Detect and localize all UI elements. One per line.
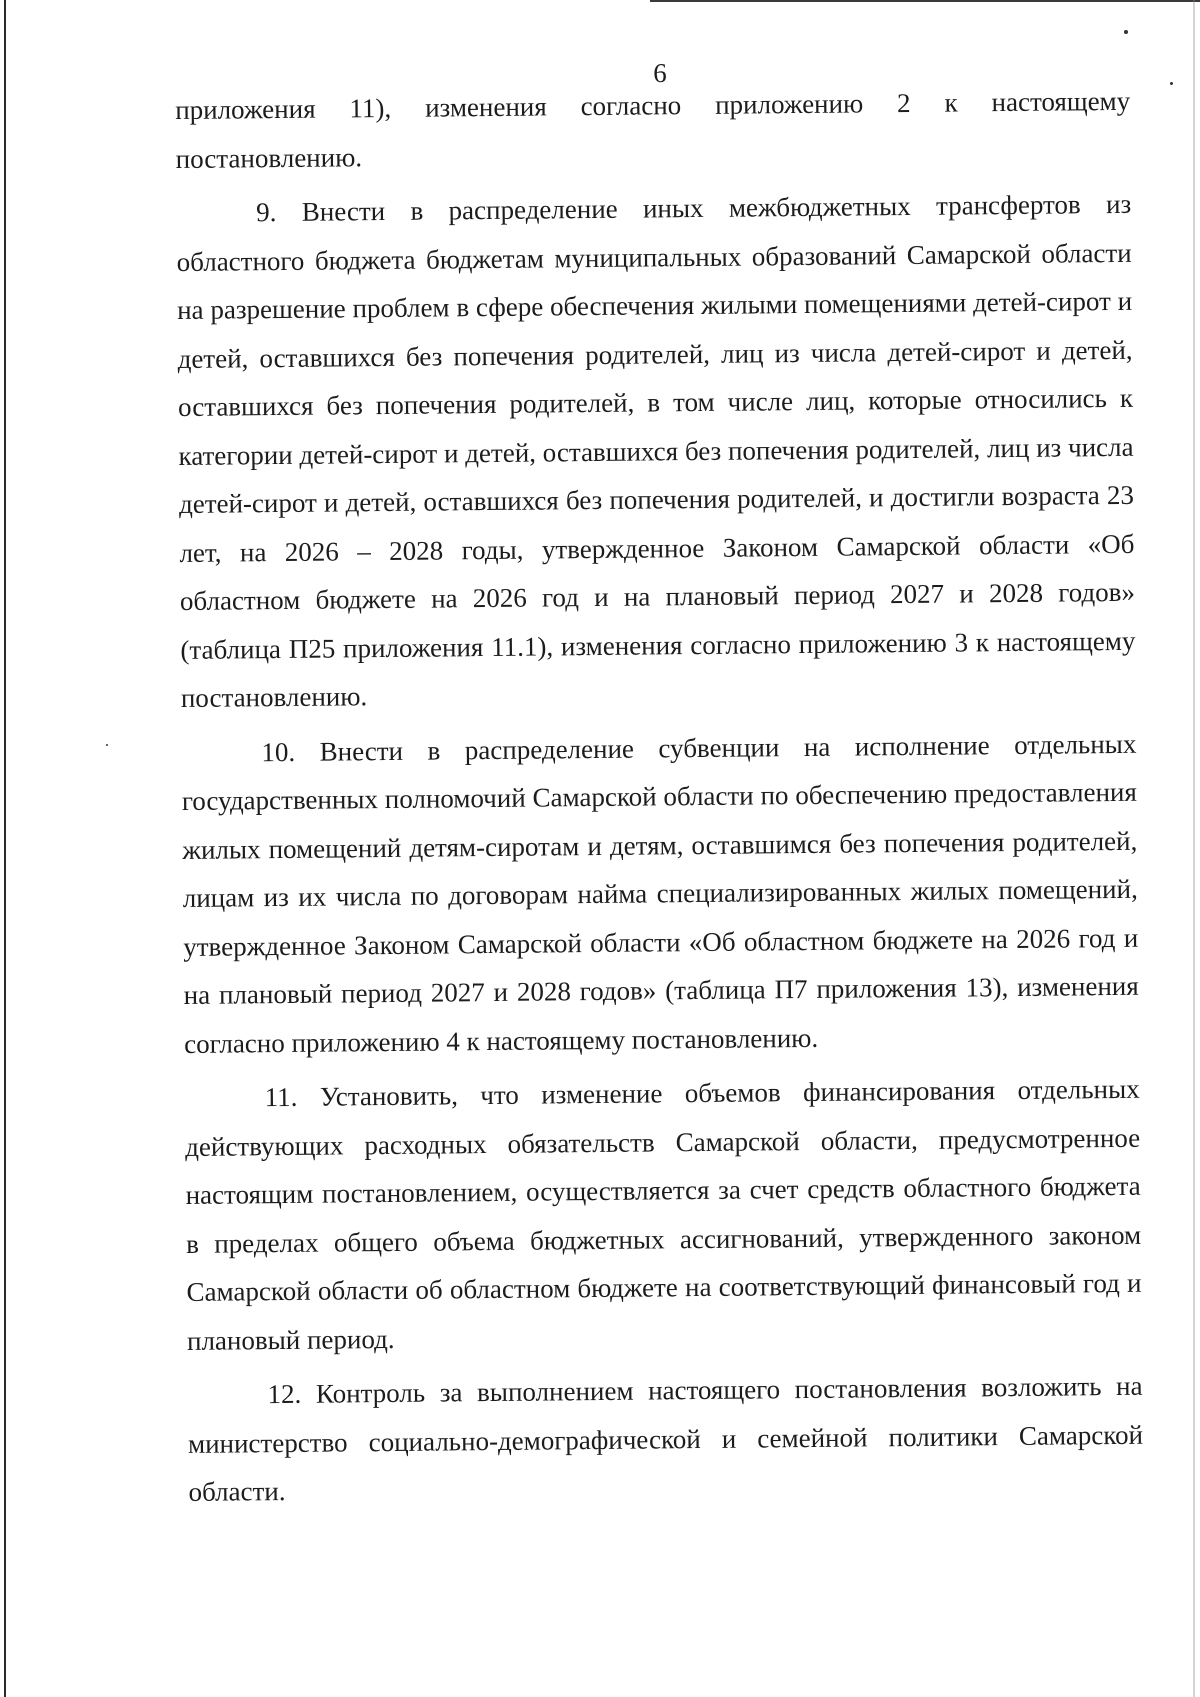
paragraph-item-12: 12. Контроль за выполнением настоящего постановления возложить на министерство социально-демографической и семейной политики Самарской области. [187,1370,1144,1507]
paragraph-item-9: 9. Внести в распределение иных межбюджетных трансфертов из областного бюджета бюджетам муниципальных образований Самарской области на разрешение проблем в сфере обеспечения жилыми помещениями детей-сирот и детей, оставшихся без попечения родителей, лиц из числа детей-сирот и детей, оставшихся без попечения родителей, в том числе лиц, которые относились к категории детей-сирот и детей, оставшихся без попечения родителей, лиц из числа детей-сирот и детей, оставшихся без попечения родителей, и достигли возраста 23 лет, на 2026 – 2028 годы, утвержденное Законом Самарской области «Об областном бюджете на 2026 год и на плановый период 2027 и 2028 годов» (таблица П25 приложения 11.1), изменения согласно приложению 3 к настоящему постановлению. [176,188,1136,713]
scan-speck [106,744,108,746]
scan-right-edge [1193,0,1195,1697]
scan-left-edge [4,0,6,1697]
paragraph-item-10: 10. Внести в распределение субвенции на исполнение отдельных государственных полномочий Самарской области по обеспечению предоставления жилых помещений детям-сиротам и детям, оставшимся без попечения родителей, лицам из их числа по договорам найма специализированных жилых помещений, утвержденное Законом Самарской области «Об областном бюджете на 2026 год и на плановый период 2027 и 2028 годов» (таблица П7 приложения 13), изменения согласно приложению 4 к настоящему постановлению. [181,728,1139,1059]
page-number: 6 [653,58,667,88]
scan-speck [1124,30,1128,34]
paragraph-item-11: 11. Установить, что изменение объемов финансирования отдельных действующих расходных обязательств Самарской области, предусмотренное настоящим постановлением, осуществляется за счет средств областного бюджета в пределах общего объема бюджетных ассигнований, утвержденного законом Самарской области об областном бюджете на соответствующий финансовый год и плановый период. [185,1073,1142,1356]
paragraph-continuation: приложения 11), изменения согласно приложению 2 к настоящему постановлению. [175,85,1131,174]
scan-top-edge [650,0,1200,2]
document-body [175,77,1144,1517]
